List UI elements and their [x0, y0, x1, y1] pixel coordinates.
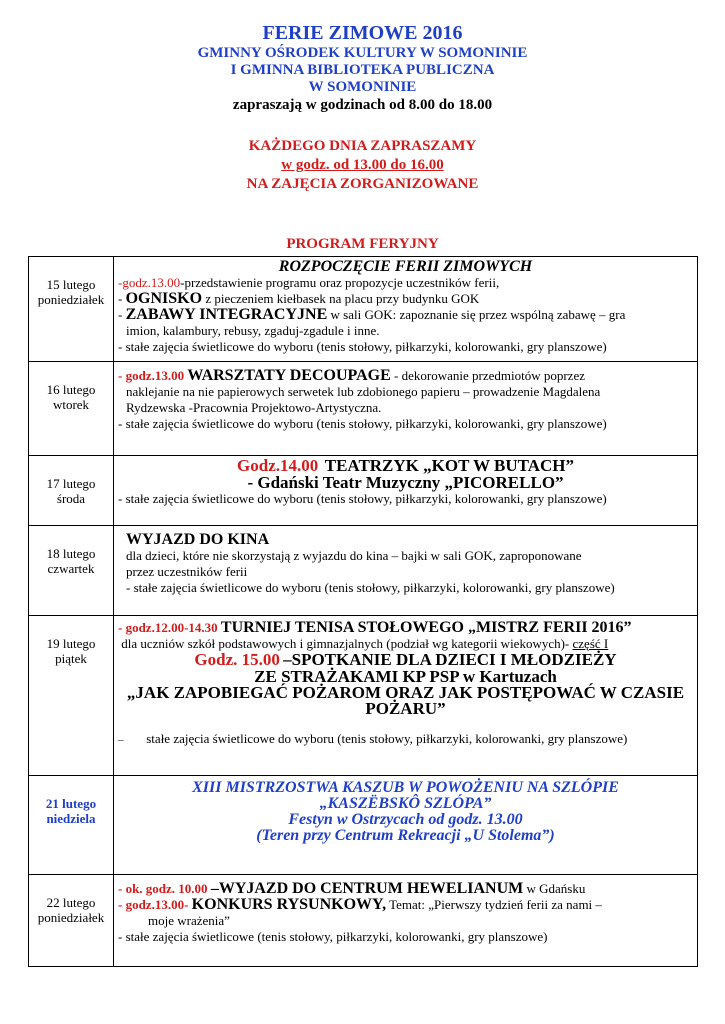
activity-time: - godz.12.00-14.30: [118, 620, 218, 635]
activity-time: - godz.13.00: [118, 368, 185, 383]
activity-line: moje wrażenia”: [148, 913, 230, 928]
activity-text: w sali GOK: zapoznanie się przez wspólną zabawę – gra: [330, 307, 626, 322]
activity-line: [118, 275, 693, 291]
weekday: poniedziałek: [37, 910, 105, 925]
activity-cell: [114, 616, 698, 776]
date-cell: [29, 362, 114, 456]
daily-invite-line-2: w godz. od 13.00 do 16.00: [281, 157, 444, 173]
opening-hours: zapraszają w godzinach od 8.00 do 18.00: [232, 97, 493, 113]
schedule-row: [29, 456, 698, 526]
activity-line: dla dzieci, które nie skorzystają z wyjazdu do kina – bajki w sali GOK, zaproponowane: [126, 548, 582, 563]
daily-invite-line-3: NA ZAJĘCIA ZORGANIZOWANE: [246, 176, 479, 192]
activity-text: w Gdańsku: [526, 881, 586, 896]
schedule-row: [29, 526, 698, 616]
activity-line: - stałe zajęcia świetlicowe do wyboru (tenis stołowy, piłkarzyki, kolorowanki, gry planszowe): [118, 339, 607, 354]
activity-line: - ZABAWY INTEGRACYJNE w sali GOK: zapoznanie się przez wspólną zabawę – gra: [118, 306, 626, 323]
activity-cell: [114, 362, 698, 456]
date: 15 lutego: [46, 277, 96, 292]
activity-cell: [114, 456, 698, 526]
activity-line: - OGNISKO z pieczeniem kiełbasek na placu przy budynku GOK: [118, 290, 480, 307]
activity-text: z pieczeniem kiełbasek na placu przy budynku GOK: [205, 291, 480, 306]
activity-subtitle: „KASZËBSKÔ SZLÓPA”: [319, 795, 492, 812]
activity-title: XIII MISTRZOSTWA KASZUB W POWOŻENIU NA SZLÓPIE: [192, 779, 619, 796]
activity-line: ZE STRAŻAKAMI KP PSP w Kartuzach: [254, 667, 557, 686]
activity-time: - ok. godz. 10.00: [118, 881, 208, 896]
activity-text: Temat: „Pierwszy tydzień ferii za nami –: [389, 897, 602, 912]
activity-heading: ROZPOCZĘCIE FERII ZIMOWYCH: [278, 258, 533, 275]
organizer-line-1: GMINNY OŚRODEK KULTURY W SOMONINIE: [197, 45, 528, 61]
daily-invite-line-1: KAŻDEGO DNIA ZAPRASZAMY: [248, 138, 477, 154]
date-cell: [29, 456, 114, 526]
activity-line: imion, kalambury, rebusy, zgaduj-zgadule i inne.: [126, 323, 380, 338]
activity-text: dla uczniów szkół podstawowych i gimnazjalnych (podział wg kategorii wiekowych)-: [121, 636, 570, 651]
schedule-row: [29, 362, 698, 456]
activity-line: [118, 368, 693, 384]
date: 19 lutego: [46, 636, 96, 651]
date: 18 lutego: [46, 546, 96, 561]
date-cell: [29, 257, 114, 362]
poster-title: FERIE ZIMOWE 2016: [262, 22, 463, 44]
activity-text: -przedstawienie programu oraz propozycje uczestników ferii,: [180, 275, 500, 290]
activity-title: TEATRZYK „KOT W BUTACH”: [324, 456, 574, 475]
activity-line: (Teren przy Centrum Rekreacji „U Stolema”): [256, 827, 555, 844]
activity-line: - stałe zajęcia świetlicowe do wyboru (tenis stołowy, piłkarzyki, kolorowanki, gry planszowe): [126, 580, 615, 595]
activity-line: Festyn w Ostrzycach od godz. 13.00: [288, 811, 523, 828]
activity-line: [118, 731, 693, 748]
date-cell: [29, 526, 114, 616]
activity-title: ZABAWY INTEGRACYJNE: [125, 306, 328, 323]
date-cell: [29, 616, 114, 776]
activity-line: - stałe zajęcia świetlicowe (tenis stołowy, piłkarzyki, kolorowanki, gry planszowe): [118, 929, 548, 944]
activity-cell: [114, 526, 698, 616]
date: 16 lutego: [46, 382, 96, 397]
activity-text: stałe zajęcia świetlicowe do wyboru (tenis stołowy, piłkarzyki, kolorowanki, gry planszowe): [146, 731, 628, 746]
activity-cell: [114, 875, 698, 967]
activity-title: –WYJAZD DO CENTRUM HEWELIANUM: [210, 880, 524, 897]
weekday: środa: [56, 491, 86, 506]
weekday: niedziela: [46, 811, 96, 826]
date: 21 lutego: [45, 796, 97, 811]
activity-text: - dekorowanie przedmiotów poprzez: [394, 368, 585, 383]
activity-time: -godz.13.00: [118, 275, 181, 290]
date: 17 lutego: [46, 476, 96, 491]
activity-line: POŻARU”: [365, 699, 446, 718]
activity-title: TURNIEJ TENISA STOŁOWEGO „MISTRZ FERII 2016”: [220, 619, 632, 636]
weekday: czwartek: [47, 561, 95, 576]
activity-performer: - Gdański Teatr Muzyczny „PICORELLO”: [247, 473, 564, 492]
schedule-row: [29, 875, 698, 967]
activity-time: - godz.13.00-: [118, 897, 189, 912]
activity-line: Rydzewska -Pracownia Projektowo-Artystyczna.: [126, 400, 382, 415]
activity-cell: [114, 776, 698, 875]
activity-line: [118, 881, 693, 897]
tournament-part-link: część I: [572, 636, 609, 651]
activity-line: przez uczestników ferii: [126, 564, 248, 579]
activity-title: OGNISKO: [125, 290, 203, 307]
schedule-row: [29, 616, 698, 776]
activity-title: KONKURS RYSUNKOWY,: [191, 896, 387, 913]
weekday: piątek: [55, 651, 87, 666]
date-cell: [29, 776, 114, 875]
activity-line: [118, 620, 693, 636]
activity-cell: [114, 257, 698, 362]
schedule-table: [28, 256, 698, 967]
activity-line: - stałe zajęcia świetlicowe do wyboru (tenis stołowy, piłkarzyki, kolorowanki, gry planszowe): [118, 416, 607, 431]
schedule-row: [29, 257, 698, 362]
date-cell: [29, 875, 114, 967]
bullet-dash: –: [118, 734, 124, 746]
activity-line: [118, 897, 693, 913]
organizer-line-3: W SOMONINIE: [308, 79, 417, 95]
poster-header: [0, 22, 725, 194]
weekday: wtorek: [52, 397, 90, 412]
activity-title: WYJAZD DO KINA: [126, 531, 270, 548]
activity-title: –SPOTKANIE DLA DZIECI I MŁODZIEŻY: [283, 650, 617, 669]
activity-title: WARSZTATY DECOUPAGE: [187, 367, 391, 384]
activity-time: Godz. 15.00: [194, 650, 280, 669]
schedule-row: [29, 776, 698, 875]
activity-line: „JAK ZAPOBIEGAĆ POŻAROM ORAZ JAK POSTĘPOWAĆ W CZASIE: [126, 683, 685, 702]
program-heading: PROGRAM FERYJNY: [286, 236, 439, 252]
date: 22 lutego: [46, 895, 96, 910]
activity-line: - stałe zajęcia świetlicowe do wyboru (tenis stołowy, piłkarzyki, kolorowanki, gry planszowe): [118, 491, 607, 506]
activity-line: naklejanie na nie papierowych serwetek lub zdobionego papieru – prowadzenie Magdalena: [126, 384, 601, 399]
organizer-line-2: I GMINNA BIBLIOTEKA PUBLICZNA: [230, 62, 495, 78]
activity-time: Godz.14.00: [237, 456, 319, 475]
weekday: poniedziałek: [37, 292, 105, 307]
